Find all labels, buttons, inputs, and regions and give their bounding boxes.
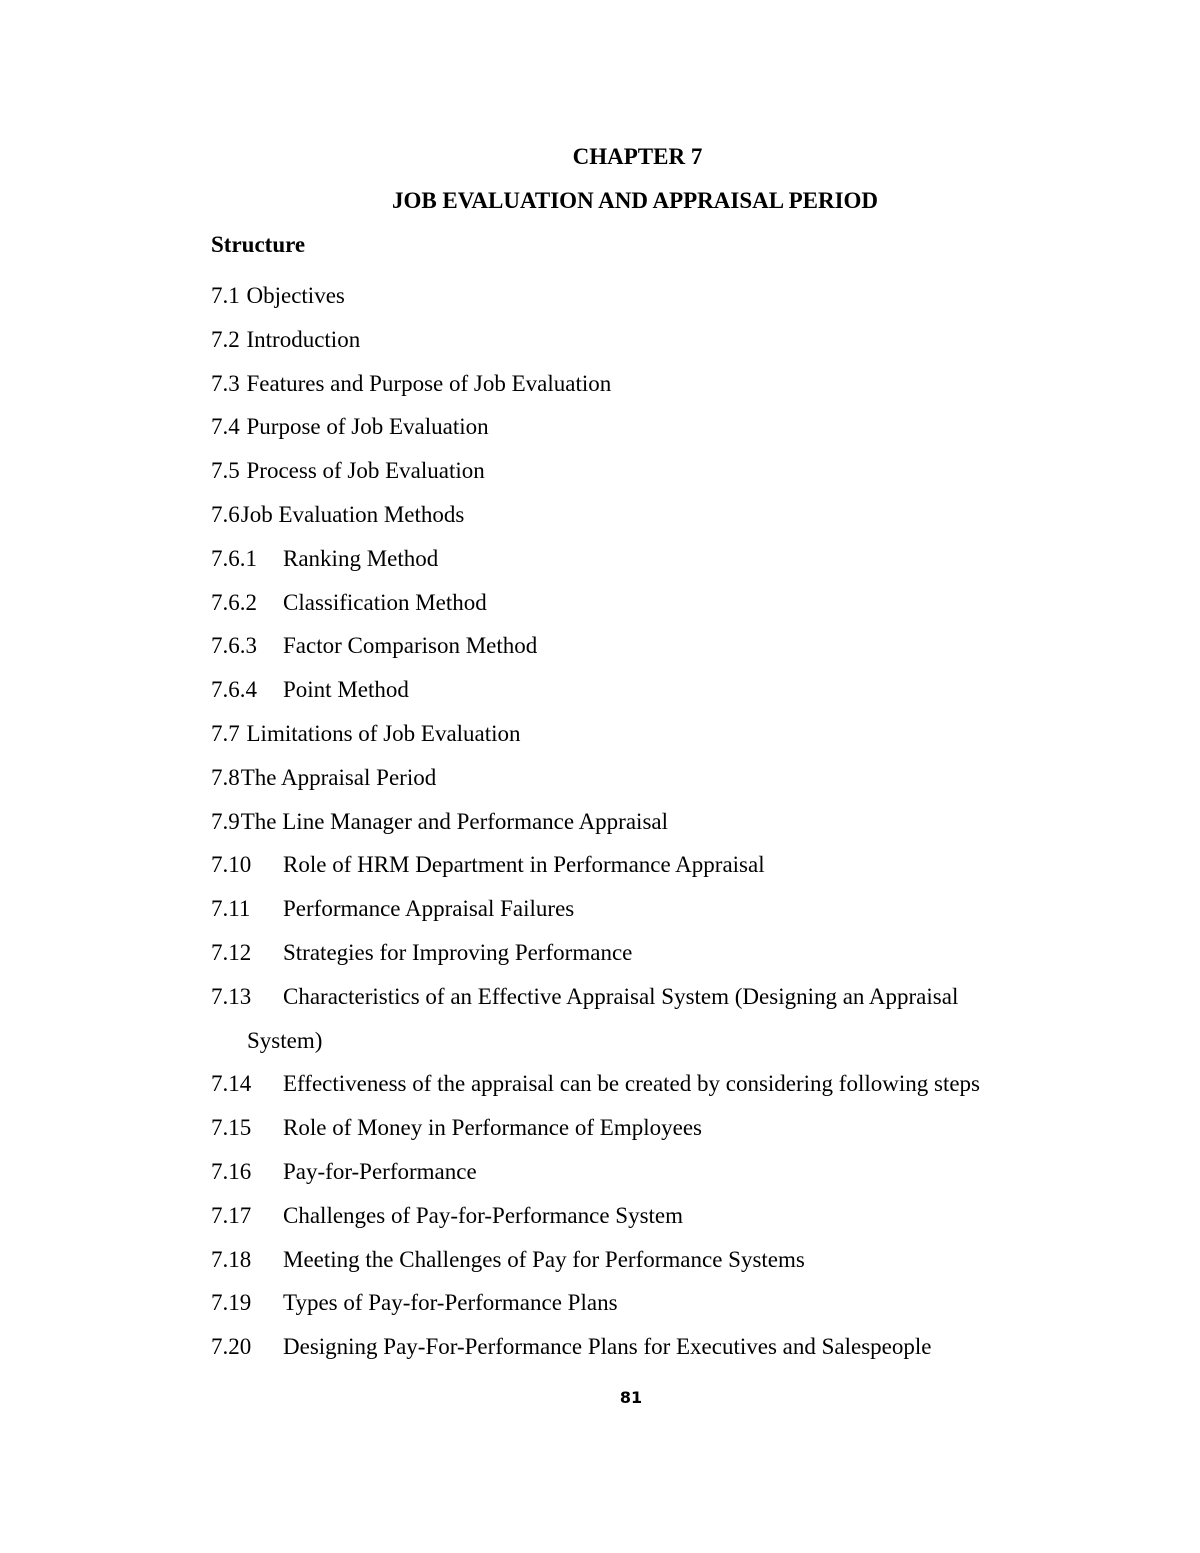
toc-item-7-14: [211, 1062, 1057, 1106]
toc-item-7-11: [211, 887, 1057, 931]
toc-item-number: 7.11: [211, 896, 251, 922]
toc-item-7-8: [211, 756, 1057, 800]
toc-item-number: 7.18: [211, 1246, 252, 1272]
toc-item-7-12: [211, 931, 1057, 975]
structure-heading: Structure: [211, 232, 306, 257]
toc-item-number: 7.12: [211, 939, 252, 965]
toc-item-number: 7.7: [211, 720, 240, 746]
toc-item-7-6-3: [211, 624, 1057, 668]
toc-item-text: Objectives: [246, 283, 345, 308]
toc-item-7-9: [211, 800, 1057, 844]
toc-item-7-6-2: [211, 581, 1057, 625]
toc-item-number: 7.15: [211, 1115, 252, 1141]
toc-item-number: 7.19: [211, 1290, 252, 1316]
toc-item-number: 7.10: [211, 852, 252, 878]
toc-item-text: Ranking Method: [283, 545, 439, 571]
toc-item-text: Factor Comparison Method: [283, 633, 538, 659]
table-of-contents: [211, 274, 1057, 1369]
toc-item-number: 7.14: [211, 1071, 252, 1097]
toc-item-text: Types of Pay-for-Performance Plans: [283, 1290, 618, 1316]
toc-item-text: Point Method: [283, 677, 409, 703]
chapter-title: CHAPTER 7: [572, 144, 703, 169]
toc-item-number: 7.16: [211, 1158, 252, 1184]
toc-item-7-15: [211, 1106, 1057, 1150]
toc-item-number: 7.2: [211, 326, 240, 352]
toc-item-text: Purpose of Job Evaluation: [246, 414, 489, 440]
toc-item-number: 7.17: [211, 1202, 252, 1228]
chapter-subtitle: JOB EVALUATION AND APPRAISAL PERIOD: [391, 188, 879, 213]
toc-item-7-16: [211, 1150, 1057, 1194]
toc-item-7-13: [211, 975, 1057, 1063]
toc-item-text: Challenges of Pay-for-Performance System: [283, 1202, 684, 1228]
toc-item-text: The Appraisal Period: [240, 764, 437, 790]
toc-item-7-10: [211, 843, 1057, 887]
toc-item-7-3: [211, 362, 1057, 406]
toc-item-7-7: [211, 712, 1057, 756]
toc-item-number: 7.9: [211, 808, 240, 834]
toc-item-number: 7.4: [211, 414, 240, 440]
toc-item-number: 7.5: [211, 458, 240, 484]
toc-item-text: Designing Pay-For-Performance Plans for Executives and Salespeople: [283, 1334, 932, 1360]
toc-item-7-6-1: [211, 537, 1057, 581]
toc-item-7-4: [211, 405, 1057, 449]
toc-item-number: 7.8: [211, 764, 240, 790]
toc-item-text: Effectiveness of the appraisal can be created by considering following steps: [283, 1071, 980, 1097]
toc-item-text: Introduction: [246, 326, 361, 352]
toc-item-text: Meeting the Challenges of Pay for Performance Systems: [283, 1246, 805, 1272]
toc-item-number: 7.6.2: [211, 589, 257, 615]
toc-item-7-6-4: [211, 668, 1057, 712]
toc-item-text: Job Evaluation Methods: [240, 501, 465, 527]
toc-item-text: Performance Appraisal Failures: [283, 896, 575, 922]
page-number: 81: [619, 1388, 643, 1407]
toc-item-number: 7.1: [211, 283, 240, 308]
toc-item-7-1: [211, 274, 1057, 318]
toc-item-number: 7.6.4: [211, 677, 257, 703]
toc-item-text: Features and Purpose of Job Evaluation: [246, 370, 612, 396]
toc-item-text: Pay-for-Performance: [283, 1158, 477, 1184]
toc-item-7-17: [211, 1194, 1057, 1238]
toc-item-number: 7.13: [211, 983, 252, 1009]
toc-item-number: 7.20: [211, 1334, 252, 1360]
toc-item-text: Process of Job Evaluation: [246, 458, 485, 484]
toc-item-text: Limitations of Job Evaluation: [246, 720, 521, 746]
toc-item-text: The Line Manager and Performance Appraisal: [240, 808, 668, 834]
toc-item-7-2: [211, 318, 1057, 362]
toc-item-text: Classification Method: [283, 589, 487, 615]
toc-item-number: 7.6: [211, 501, 240, 527]
toc-item-text: Role of HRM Department in Performance Appraisal: [283, 852, 765, 878]
toc-item-7-6: [211, 493, 1057, 537]
toc-item-continuation: System): [247, 1027, 323, 1053]
toc-item-number: 7.3: [211, 370, 240, 396]
toc-item-7-19: [211, 1281, 1057, 1325]
toc-item-text: Role of Money in Performance of Employees: [283, 1115, 702, 1141]
toc-item-number: 7.6.1: [211, 545, 257, 571]
toc-item-7-20: [211, 1325, 1057, 1369]
toc-item-number: 7.6.3: [211, 633, 257, 659]
toc-item-text: Characteristics of an Effective Appraisal System (Designing an Appraisal: [283, 983, 959, 1009]
toc-item-text: Strategies for Improving Performance: [283, 939, 633, 965]
toc-item-7-18: [211, 1238, 1057, 1282]
toc-item-7-5: [211, 449, 1057, 493]
